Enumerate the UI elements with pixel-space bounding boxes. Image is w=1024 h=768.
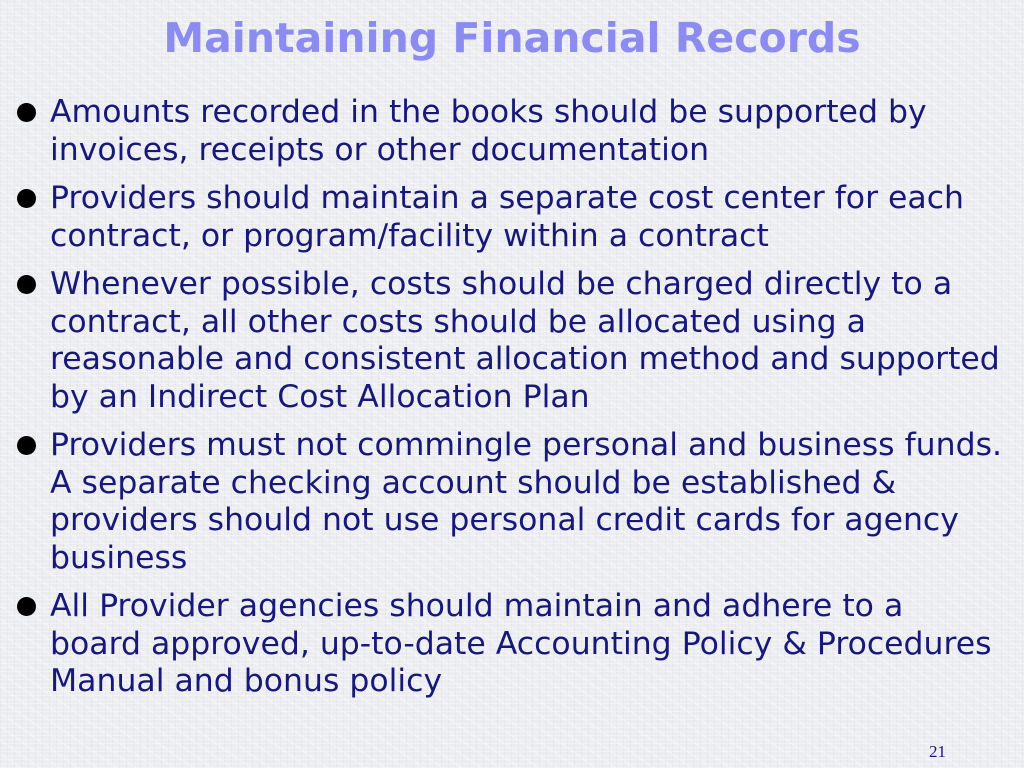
bullet-text-2: Providers should maintain a separate cost center for each contract, or program/facility within a contract [50, 180, 964, 254]
bullet-item-1 [14, 94, 1004, 169]
page-number: 21 [929, 742, 946, 761]
bullet-item-3 [14, 266, 1004, 416]
slide-title: Maintaining Financial Records [163, 14, 861, 62]
bullet-dot-icon [17, 275, 36, 294]
bullet-item-5 [14, 588, 1004, 701]
bullet-dot-icon [17, 597, 36, 616]
bullet-dot-icon [17, 189, 36, 208]
bullet-list [14, 94, 1004, 712]
bullet-dot-icon [17, 436, 36, 455]
bullet-item-2 [14, 180, 1004, 255]
bullet-item-4 [14, 427, 1004, 577]
bullet-dot-icon [17, 103, 36, 122]
bullet-text-1: Amounts recorded in the books should be supported by invoices, receipts or other documentation [50, 94, 927, 168]
bullet-text-3: Whenever possible, costs should be charged directly to a contract, all other costs should be allocated using a reasonable and consistent allocation method and supported by an Indirect Cost Allocation Plan [50, 266, 1000, 415]
bullet-text-5: All Provider agencies should maintain and adhere to a board approved, up-to-date Accounting Policy & Procedures Manual and bonus policy [50, 588, 992, 699]
bullet-text-4: Providers must not commingle personal and business funds. A separate checking account should be established & providers should not use personal credit cards for agency business [50, 427, 1003, 576]
